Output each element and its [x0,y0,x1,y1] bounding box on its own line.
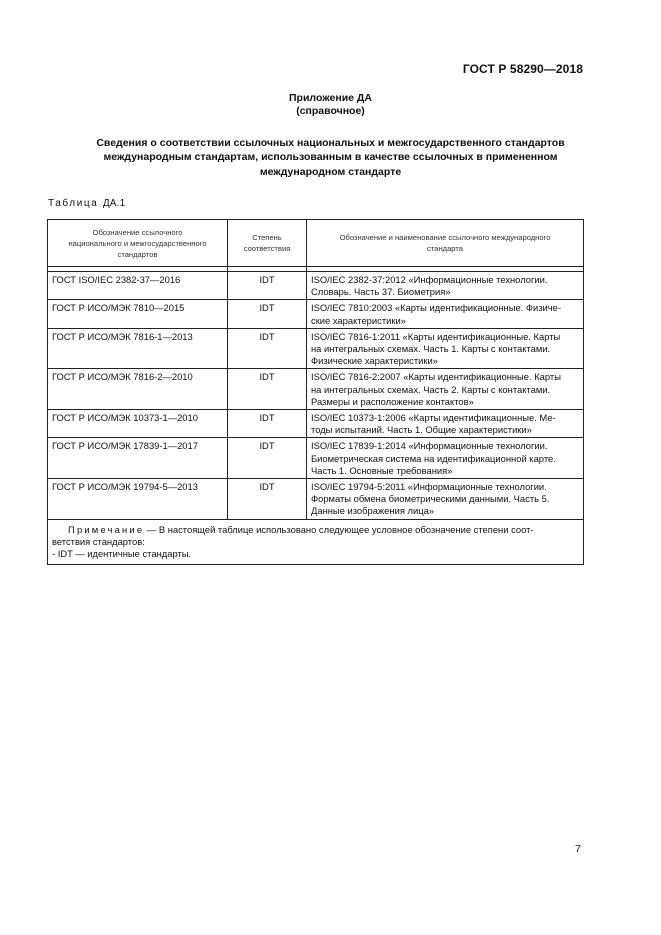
correspondence-table [47,219,584,565]
degree-cell: IDT [228,410,307,438]
table-caption-word: Таблица [48,198,99,209]
degree-cell: IDT [228,479,307,520]
international-standard-cell: ISO/IEC 17839-1:2014 «Информационные технологии. Биометрическая система на идентификационной карте. Часть 1. Основные требования» [307,438,584,479]
table-row [48,300,584,328]
degree-cell: IDT [228,438,307,479]
table-note-row [48,519,584,565]
degree-cell: IDT [228,328,307,369]
national-standard-cell: ГОСТ Р ИСО/МЭК 7810—2015 [48,300,228,328]
degree-cell: IDT [228,369,307,410]
appendix-heading [0,92,661,118]
note-text-continued: ветствия стандартов: [52,535,145,547]
degree-cell: IDT [228,272,307,300]
international-standard-cell: ISO/IEC 7816-1:2011 «Карты идентификационные. Карты на интегральных схемах. Часть 1. Карты с контактами. Физические характеристики» [307,328,584,369]
section-heading [60,136,601,179]
note-label: Примечание [68,523,145,535]
national-standard-cell: ГОСТ Р ИСО/МЭК 7816-2—2010 [48,369,228,410]
table-caption [48,198,125,209]
international-standard-cell: ISO/IEC 7810:2003 «Карты идентификационные. Физиче- ские характеристики» [307,300,584,328]
table-row [48,272,584,300]
page-number: 7 [575,843,581,855]
appendix-title: Приложение ДА [289,92,372,104]
international-standard-cell: ISO/IEC 7816-2:2007 «Карты идентификационные. Карты на интегральных схемах. Часть 2. Карты с контактами. Размеры и расположение контактов» [307,369,584,410]
column-header-national: Обозначение ссылочного национального и межгосударственного стандартов [48,220,228,267]
note-text: — В настоящей таблице использовано следующее условное обозначение степени соот- [144,523,534,535]
heading-line: международном стандарте [259,165,402,178]
table-row [48,479,584,520]
national-standard-cell: ГОСТ Р ИСО/МЭК 19794-5—2013 [48,479,228,520]
national-standard-cell: ГОСТ Р ИСО/МЭК 10373-1—2010 [48,410,228,438]
international-standard-cell: ISO/IEC 2382-37:2012 «Информационные технологии. Словарь. Часть 37. Биометрия» [307,272,584,300]
heading-line: Сведения о соответствии ссылочных национальных и межгосударственного стандартов [96,137,565,149]
table-caption-number: ДА.1 [102,198,126,209]
table-row [48,369,584,410]
degree-cell: IDT [228,300,307,328]
note-item: - IDT — идентичные стандарты. [52,548,192,560]
table-row [48,438,584,479]
column-header-degree: Степень соответствия [228,220,307,267]
document-code: ГОСТ Р 58290—2018 [462,62,583,76]
national-standard-cell: ГОСТ Р ИСО/МЭК 17839-1—2017 [48,438,228,479]
table-header-row [48,220,584,267]
table-note [48,519,584,565]
table-row [48,328,584,369]
column-header-international: Обозначение и наименование ссылочного международного стандарта [307,220,584,267]
national-standard-cell: ГОСТ ISO/IEC 2382-37—2016 [48,272,228,300]
national-standard-cell: ГОСТ Р ИСО/МЭК 7816-1—2013 [48,328,228,369]
international-standard-cell: ISO/IEC 10373-1:2006 «Карты идентификационные. Ме- тоды испытаний. Часть 1. Общие характеристики» [307,410,584,438]
table-row [48,410,584,438]
international-standard-cell: ISO/IEC 19794-5:2011 «Информационные технологии. Форматы обмена биометрическими данными. Часть 5. Данные изображения лица» [307,479,584,520]
heading-line: международным стандартам, использованным в качестве ссылочных в примененном [103,151,558,164]
appendix-subtitle: (справочное) [296,105,365,117]
